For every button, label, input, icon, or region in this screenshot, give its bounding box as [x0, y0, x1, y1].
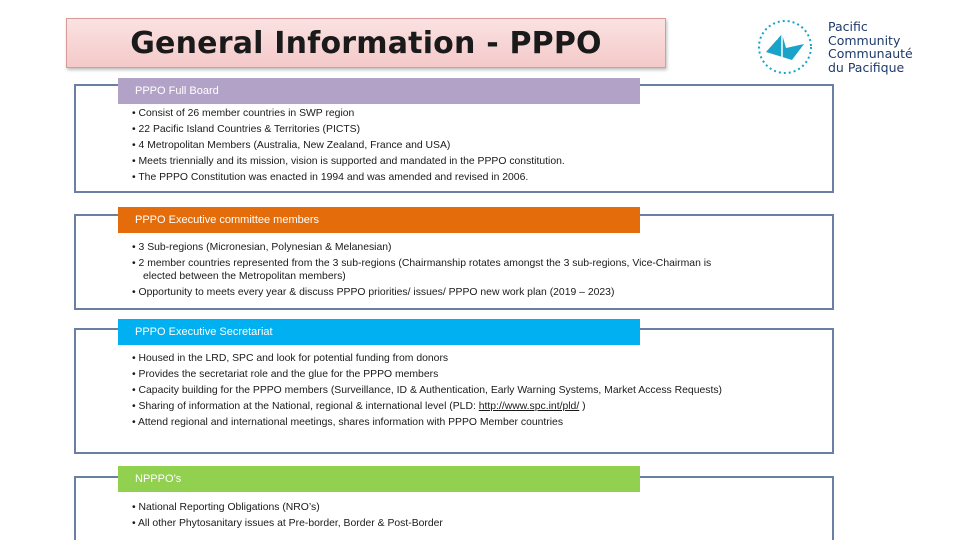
- section-header-executive-committee: PPPO Executive committee members: [118, 207, 640, 233]
- list-item: • 3 Sub-regions (Micronesian, Polynesian & Melanesian): [132, 242, 392, 253]
- logo-line-4: du Pacifique: [828, 59, 905, 75]
- list-item: • The PPPO Constitution was enacted in 1994 and was amended and revised in 2006.: [132, 172, 529, 183]
- list-item: • Housed in the LRD, SPC and look for potential funding from donors: [132, 353, 449, 364]
- pacific-community-logo: [752, 14, 952, 80]
- section-header-full-board: PPPO Full Board: [118, 78, 640, 104]
- list-item: • 2 member countries represented from the 3 sub-regions (Chairmanship rotates amongst the 3 sub-regions, Vice-Chairman is elected between the Metropolitan members): [132, 258, 712, 282]
- list-item: • Capacity building for the PPPO members (Surveillance, ID & Authentication, Early Warning Systems, Market Access Requests): [132, 385, 722, 396]
- spc-emblem-icon: [752, 14, 822, 80]
- list-item: • Provides the secretariat role and the glue for the PPPO members: [132, 369, 439, 380]
- section-header-executive-secretariat: PPPO Executive Secretariat: [118, 319, 640, 345]
- bullet-list-full-board: [132, 106, 772, 186]
- title-banner: [66, 18, 666, 68]
- list-item-prefix: • Sharing of information at the National, regional & international level (PLD:: [132, 401, 479, 412]
- list-item: • All other Phytosanitary issues at Pre-border, Border & Post-Border: [132, 518, 443, 529]
- list-item: • Consist of 26 member countries in SWP region: [132, 108, 355, 119]
- bullet-list-executive-secretariat: [132, 351, 754, 431]
- list-item: • National Reporting Obligations (NRO’s): [132, 502, 320, 513]
- list-item: • Meets triennially and its mission, vision is supported and mandated in the PPPO constitution.: [132, 156, 565, 167]
- section-header-npppos: NPPPO’s: [118, 466, 640, 492]
- list-item: • 22 Pacific Island Countries & Territories (PICTS): [132, 124, 361, 135]
- logo-line-1: Pacific: [828, 19, 868, 34]
- pld-link[interactable]: http://www.spc.int/pld/: [478, 401, 580, 412]
- list-item: • Attend regional and international meetings, shares information with PPPO Member countries: [132, 417, 564, 428]
- list-item-suffix: ): [579, 401, 586, 412]
- bullet-list-executive-committee: [132, 240, 744, 301]
- logo-line-3: Communauté: [828, 46, 913, 61]
- bullet-list-npppos: [132, 500, 772, 532]
- page-title: General Information - PPPO: [130, 25, 602, 61]
- list-item: [132, 399, 754, 415]
- list-item: • 4 Metropolitan Members (Australia, New Zealand, France and USA): [132, 140, 451, 151]
- logo-line-2: Community: [828, 32, 901, 48]
- list-item: • Opportunity to meets every year & discuss PPPO priorities/ issues/ PPPO new work plan (2019 – 2023): [132, 287, 615, 298]
